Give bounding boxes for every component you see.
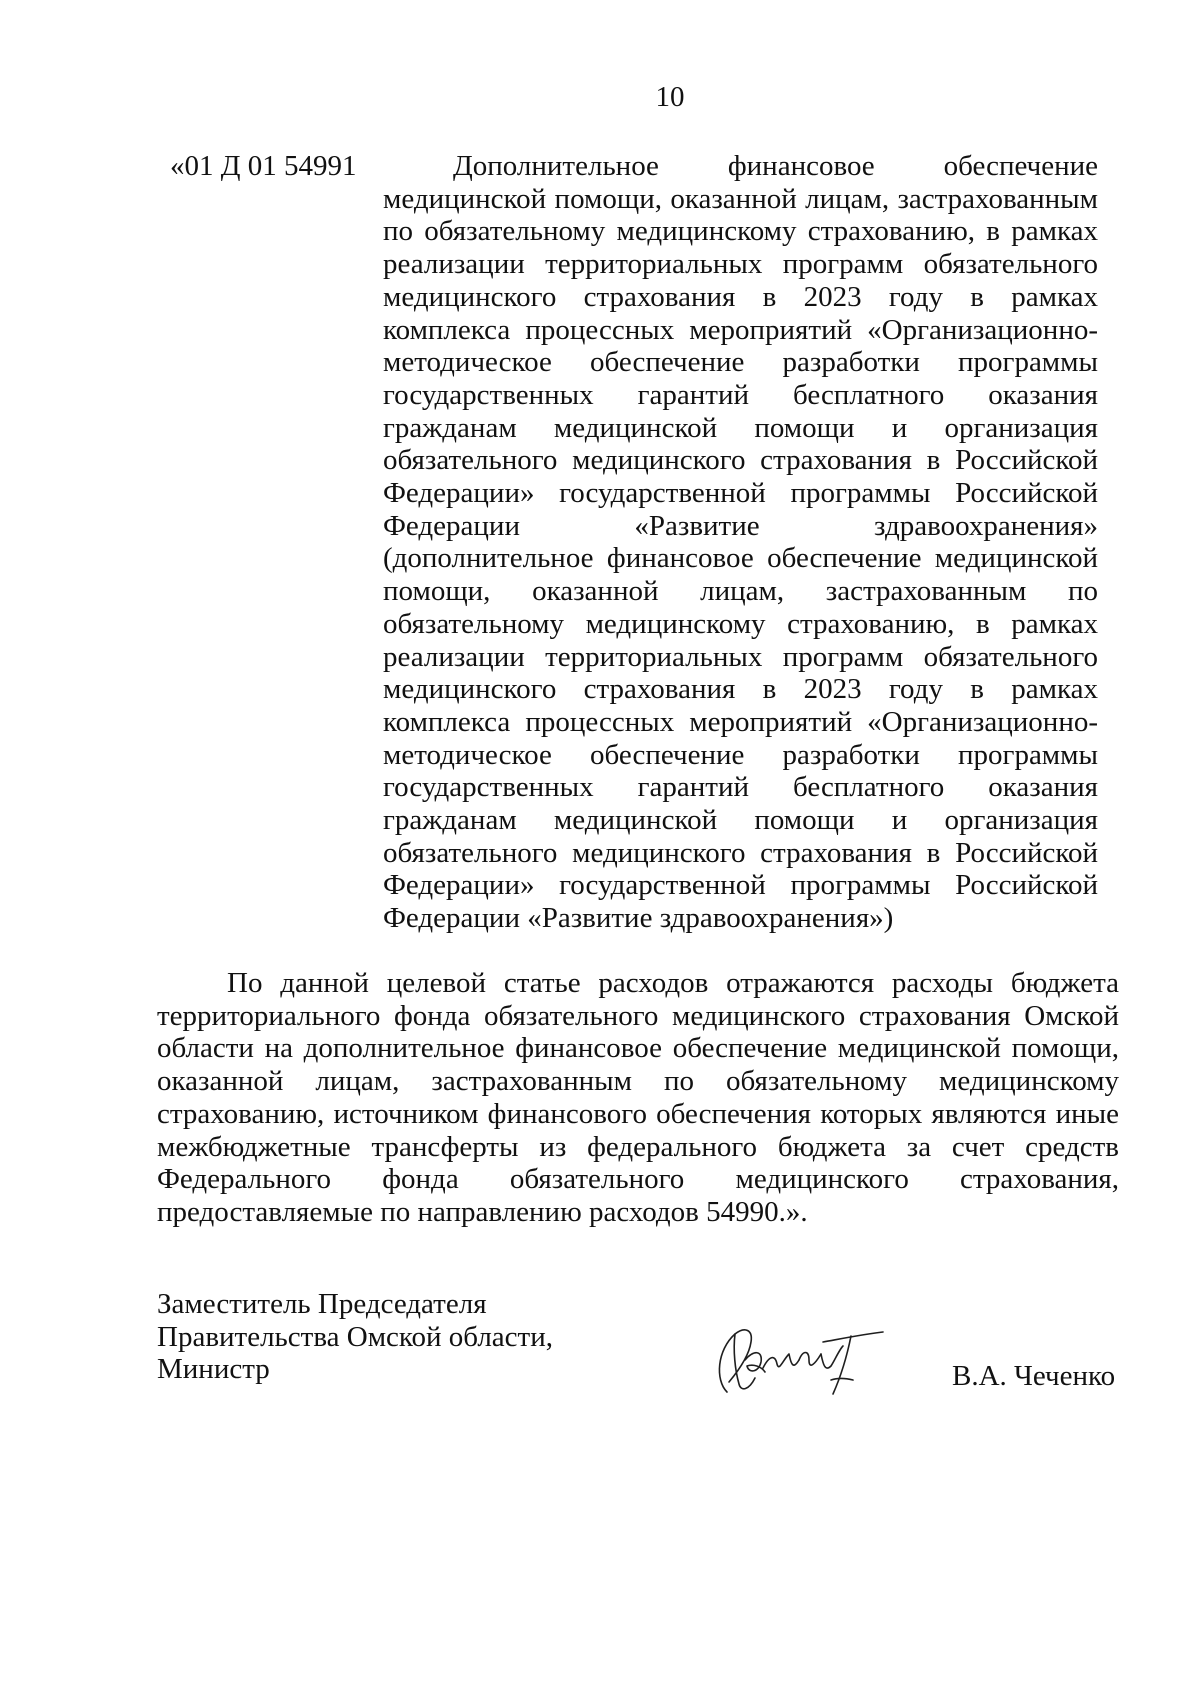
signer-position-line-2: Правительства Омской области, (157, 1320, 553, 1353)
signer-position-line-1: Заместитель Председателя (157, 1288, 487, 1320)
target-article-code: «01 Д 01 54991 (170, 150, 357, 182)
signer-name: В.А. Чеченко (952, 1360, 1116, 1392)
page-number: 10 (655, 81, 685, 113)
target-article-description: Дополнительное финансовое обеспечение медицинской помощи, оказанной лицам, застрахованным по обязательному медицинскому страхованию, в рамках реализации территориальных программ обязательного медицинского страхования в 2023 году в рамках комплекса процессных мероприятий «Организационно-методическое обеспечение разработки программы государственных гарантий бесплатного оказания гражданам медицинской помощи и организация обязательного медицинского страхования в Российской Федерации» государственной программы Российской Федерации «Развитие здравоохранения» (дополнительное финансовое обеспечение медицинской помощи, оказанной лицам, застрахованным по обязательному медицинскому страхованию, в рамках реализации территориальных программ обязательного медицинского страхования в 2023 году в рамках комплекса процессных мероприятий «Организационно-методическое обеспечение разработки программы государственных гарантий бесплатного оказания гражданам медицинской помощи и организация обязательного медицинского страхования в Российской Федерации» государственной программы Российской Федерации «Развитие здравоохранения») (383, 150, 1098, 935)
explanatory-paragraph: По данной целевой статье расходов отражаются расходы бюджета территориального фонда обязательного медицинского страхования Омской области на дополнительное финансовое обеспечение медицинской помощи, оказанной лицам, застрахованным по обязательному медицинскому страхованию, источником финансового обеспечения которых являются иные межбюджетные трансферты из федерального бюджета за счет средств Федерального фонда обязательного медицинского страхования, предоставляемые по направлению расходов 54990.». (157, 967, 1119, 1228)
signer-position (157, 1288, 553, 1386)
handwritten-signature (705, 1320, 890, 1400)
signer-position-line-3: Министр (157, 1353, 270, 1386)
